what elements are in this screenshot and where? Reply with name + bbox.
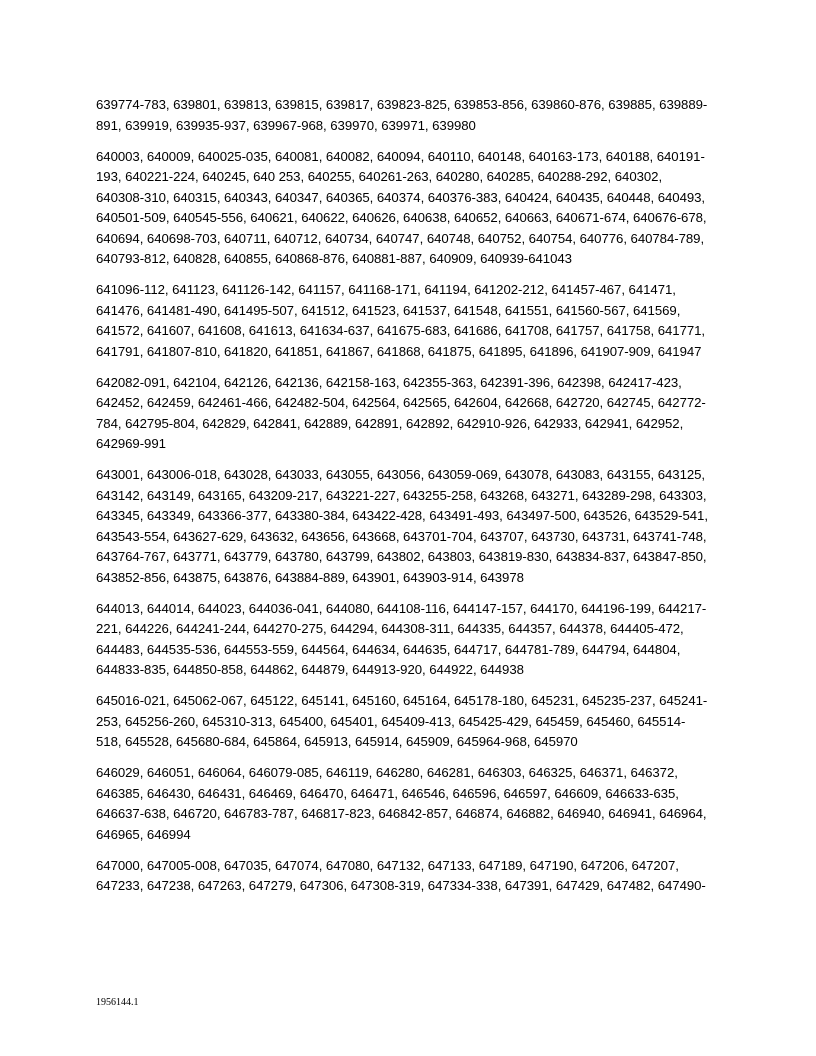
paragraph-642 bbox=[96, 373, 720, 455]
text-line: 640308-310, 640315, 640343, 640347, 640365, 640374, 640376-383, 640424, 640435, 640448, 640493, bbox=[96, 189, 706, 205]
text-line: 645016-021, 645062-067, 645122, 645141, 645160, 645164, 645178-180, 645231, 645235-237, 645241- bbox=[96, 693, 708, 708]
paragraph-639 bbox=[96, 95, 720, 136]
text-line: 642969-991 bbox=[96, 436, 166, 451]
text-line: 647000, 647005-008, 647035, 647074, 647080, 647132, 647133, 647189, 647190, 647206, 647207, bbox=[96, 857, 679, 873]
text-line: 221, 644226, 644241-244, 644270-275, 644294, 644308-311, 644335, 644357, 644378, 644405-472, bbox=[96, 621, 684, 636]
text-line: 641791, 641807-810, 641820, 641851, 641867, 641868, 641875, 641895, 641896, 641907-909, 641947 bbox=[96, 343, 702, 359]
text-line: 647233, 647238, 647263, 647279, 647306, 647308-319, 647334-338, 647391, 647429, 647482, 647490- bbox=[96, 878, 706, 893]
text-line: 642452, 642459, 642461-466, 642482-504, 642564, 642565, 642604, 642668, 642720, 642745, 642772- bbox=[96, 395, 706, 410]
paragraph-643 bbox=[96, 465, 720, 588]
paragraph-647 bbox=[96, 856, 720, 897]
paragraph-640 bbox=[96, 147, 720, 270]
text-line: 644833-835, 644850-858, 644862, 644879, 644913-920, 644922, 644938 bbox=[96, 662, 524, 677]
text-line: 641476, 641481-490, 641495-507, 641512, 641523, 641537, 641548, 641551, 641560-567, 641569, bbox=[96, 302, 681, 318]
text-line: 643345, 643349, 643366-377, 643380-384, 643422-428, 643491-493, 643497-500, 643526, 643529-541, bbox=[96, 508, 708, 523]
text-line: 639774-783, 639801, 639813, 639815, 639817, 639823-825, 639853-856, 639860-876, 639885, 639889- bbox=[96, 97, 708, 112]
text-line: 643001, 643006-018, 643028, 643033, 643055, 643056, 643059-069, 643078, 643083, 643155, 643125, bbox=[96, 467, 706, 482]
text-line: 784, 642795-804, 642829, 642841, 642889, 642891, 642892, 642910-926, 642933, 642941, 642952, bbox=[96, 415, 684, 431]
text-line: 641096-112, 641123, 641126-142, 641157, 641168-171, 641194, 641202-212, 641457-467, 641471, bbox=[96, 282, 676, 297]
text-line: 646029, 646051, 646064, 646079-085, 646119, 646280, 646281, 646303, 646325, 646371, 646372, bbox=[96, 765, 678, 780]
text-line: 646385, 646430, 646431, 646469, 646470, 646471, 646546, 646596, 646597, 646609, 646633-635, bbox=[96, 785, 679, 801]
text-line: 518, 645528, 645680-684, 645864, 645913, 645914, 645909, 645964-968, 645970 bbox=[96, 734, 578, 749]
text-line: 193, 640221-224, 640245, 640 253, 640255, 640261-263, 640280, 640285, 640288-292, 640302, bbox=[96, 169, 663, 184]
text-line: 643543-554, 643627-629, 643632, 643656, 643668, 643701-704, 643707, 643730, 643731, 643741-748, bbox=[96, 528, 707, 544]
text-line: 640793-812, 640828, 640855, 640868-876, 640881-887, 640909, 640939-641043 bbox=[96, 251, 572, 266]
paragraph-641 bbox=[96, 280, 720, 362]
text-line: 643764-767, 643771, 643779, 643780, 643799, 643802, 643803, 643819-830, 643834-837, 643847-850, bbox=[96, 549, 707, 564]
text-line: 253, 645256-260, 645310-313, 645400, 645401, 645409-413, 645425-429, 645459, 645460, 645514- bbox=[96, 713, 686, 729]
text-line: 642082-091, 642104, 642126, 642136, 642158-163, 642355-363, 642391-396, 642398, 642417-423, bbox=[96, 374, 682, 390]
text-line: 644013, 644014, 644023, 644036-041, 644080, 644108-116, 644147-157, 644170, 644196-199, 644217- bbox=[96, 600, 707, 616]
text-line: 643852-856, 643875, 643876, 643884-889, 643901, 643903-914, 643978 bbox=[96, 569, 524, 585]
text-line: 640694, 640698-703, 640711, 640712, 640734, 640747, 640748, 640752, 640754, 640776, 640784-789, bbox=[96, 230, 705, 246]
text-line: 646637-638, 646720, 646783-787, 646817-823, 646842-857, 646874, 646882, 646940, 646941, 646964, bbox=[96, 806, 707, 821]
text-line: 646965, 646994 bbox=[96, 826, 191, 842]
text-line: 643142, 643149, 643165, 643209-217, 643221-227, 643255-258, 643268, 643271, 643289-298, 643303, bbox=[96, 487, 707, 503]
text-line: 640003, 640009, 640025-035, 640081, 640082, 640094, 640110, 640148, 640163-173, 640188, 640191- bbox=[96, 148, 705, 164]
text-line: 644483, 644535-536, 644553-559, 644564, 644634, 644635, 644717, 644781-789, 644794, 644804, bbox=[96, 641, 681, 657]
document-id-footer: 1956144.1 bbox=[96, 997, 139, 1008]
text-line: 641572, 641607, 641608, 641613, 641634-637, 641675-683, 641686, 641708, 641757, 641758, 641771, bbox=[96, 323, 706, 338]
text-line: 891, 639919, 639935-937, 639967-968, 639970, 639971, 639980 bbox=[96, 117, 476, 133]
page-body bbox=[96, 95, 720, 907]
text-line: 640501-509, 640545-556, 640621, 640622, 640626, 640638, 640652, 640663, 640671-674, 640676-678, bbox=[96, 210, 707, 225]
paragraph-645 bbox=[96, 691, 720, 753]
paragraph-644 bbox=[96, 599, 720, 681]
paragraph-646 bbox=[96, 763, 720, 845]
